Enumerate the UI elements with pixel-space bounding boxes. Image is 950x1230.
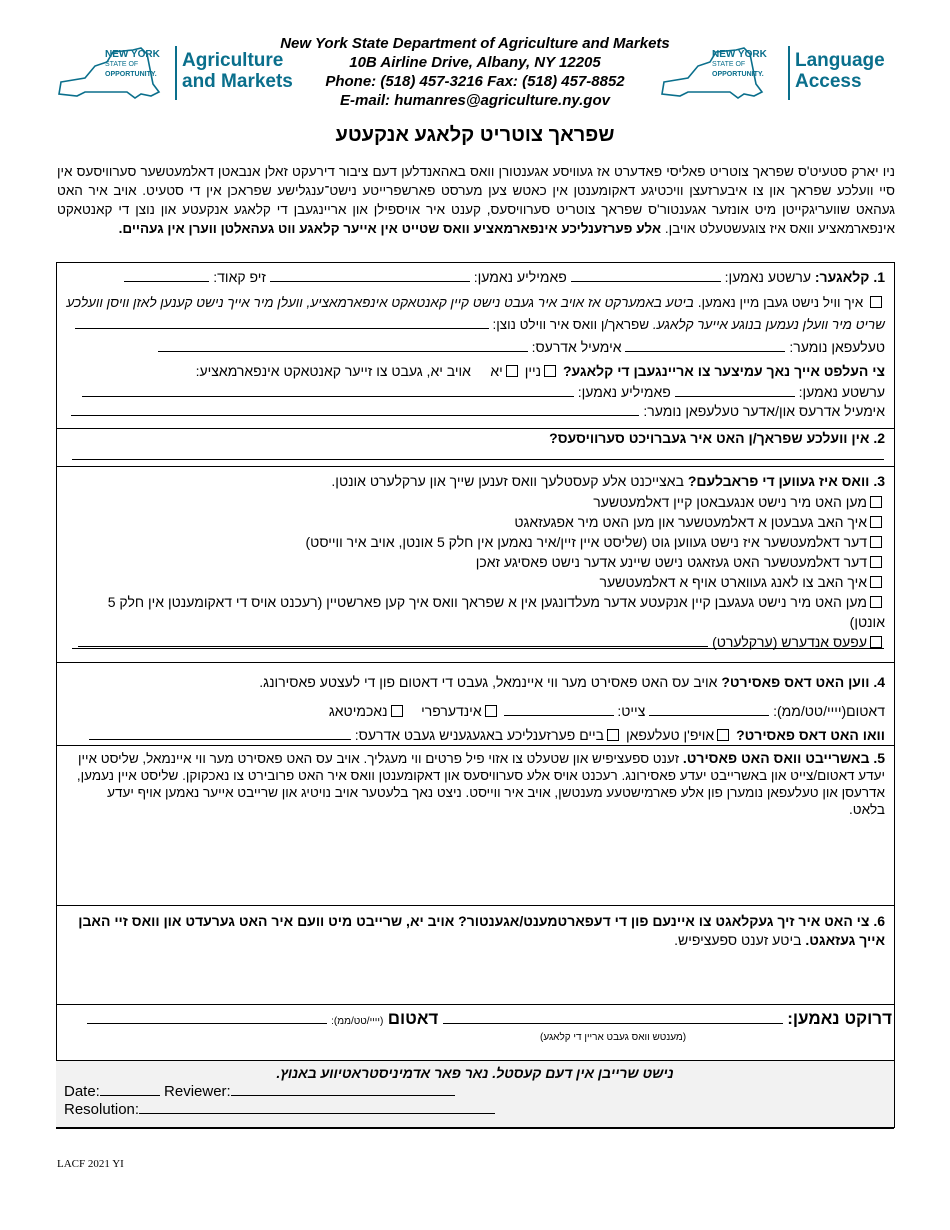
problem-checkbox[interactable] [870,596,882,608]
last-name-field[interactable] [270,268,470,282]
section-1-row-name [70,268,885,285]
admin-date-row [64,1082,455,1100]
ny-logo-line2: STATE OF [105,61,139,68]
phone-field[interactable] [625,338,785,352]
ny-logo-line2: STATE OF [712,61,746,68]
section-6-note: ביטע זענט ספעציפיש. [674,932,802,948]
language-field[interactable] [75,315,489,329]
sign-date-format: (יייי/טט/ממ): [331,1016,384,1027]
section-6-question [70,912,885,950]
admin-reviewer-field[interactable] [231,1082,455,1096]
org-address: 10B Airline Drive, Albany, NY 12205 [349,54,601,71]
print-name-field[interactable] [443,1008,783,1024]
section-4-note: אויב עס האט פאסירט מער ווי איינמאל, געבט די דאטום פון די לעצטע פאסירונג. [259,674,718,690]
problem-option[interactable] [70,592,885,632]
intro-confidential: אלע פערזענליכע אינפארמאציע וואס שטייט אין אייער קלאגע ווט געהאלטן ווערן אין געהיים. [118,221,662,236]
section-2-label: אין וועלכע שפראך/ן האט איר געברויכט סערוויסעס? [549,430,870,446]
problem-option[interactable] [70,532,885,552]
other-explain-field[interactable] [78,633,708,647]
helper-note: אויב יא, געבט צו זייער קאנטאקט אינפארמאציע: [195,363,471,379]
helper-no-checkbox[interactable] [544,365,556,377]
section-1-helper-contact [65,402,885,419]
section-3-number: 3. [873,473,885,489]
visit-address-field[interactable] [89,726,351,740]
section-5-instructions: זענט ספעציפיש און שטעלט צו אזוי פיל פרטים ווי מעגליך. אויב עס האט פאסירט מער ווי איינמאל, שליסט איין יעדע דאטום/צייט און באשרייבט יעדע פאסירונג. רעכנט אויס אלע סערוויסעס און דאקומענטן וואס איר האט פרובירט צו נאכקוקן. שליסט איין נעמען, אדרעסן און טעלעפאן נומערן פון אלע פארמישטעע מענטשן, אויב איר ווייסט. ניצט נאך בלעטער אויב נויטיג און שרייבט אייער נאמען אויף יעדע בלאט. [76,751,885,817]
problem-option-label: איך האב צו לאנג געווארט אויף א דאלמעטשער [599,574,867,590]
incident-time-field[interactable] [504,702,614,716]
section-1-row-contact [65,338,885,355]
section-6-number: 6. [873,913,885,929]
problem-option[interactable] [70,512,885,532]
zip-label: זיפ קאוד: [213,269,266,285]
problem-option[interactable] [70,492,885,512]
anonymous-note: ביטע באמערקט אז אויב איר געבט נישט קיין קאנטאקט אינפארמאציע, וועלן מיר אייך נישט קענען לאזן וויסן וועלכע שריט מיר וועלן נעמען בנוגע אייער קלאגע. [66,295,885,332]
problem-option-label: דער דאלמעטשער האט געזאגט נישט שיינע אדער נישט פאסיגע זאכן [475,554,867,570]
helper-question: צי העלפט אייך נאך עמיצער צו אריינגעבן די קלאגע? [562,363,885,379]
am-label: אינדערפרי [421,703,482,719]
intro-text: ניו יארק סטעיט'ס שפראך צוטריט פאליסי פאדערט אז געוויסע אגענטורן וואס באהאנדלען דעם ציבור דירעקט זאלן אנבאטן דאלמעטשער סערוויסעס אין סיי וועלכע שפראך און צו איבערזעצן וויכטיגע דאקומענטן אין כאטש צען מערסט פארשפרייטע נישט־ענגלישע שפראכן אין די סטעיט. אויב איר האט געהאט שוועריגקייטן מיט אונזער אגענטור'ס שפראך צוטריט סערוויסעס, קענט איר אויספילן און אריינגעבן די קלאגע אנקעטע און נוצן די קאנטאקט אינפארמאציע וואס איז צוגעשטעלט אויבן. [57,164,895,236]
agriculture-logo-line1: Agriculture [182,50,284,71]
helper-no-label: ניין [524,363,542,379]
pm-label: נאכמיטאג [328,703,388,719]
sign-date-label: דאטום [387,1009,439,1028]
phone-checkbox[interactable] [717,729,729,741]
problem-option-label: דער דאלמעטשער איז נישט געווען גוט (שליסט איין זיין/איר נאמען אין חלק 5 אונטן, אויב איר ווייסט) [305,534,867,550]
incident-time-label: צייט: [617,703,646,719]
helper-last-name-label: פאמיליע נאמען: [577,384,671,400]
section-4-datetime [70,702,885,719]
section-1-anonymous [65,292,885,336]
email-field[interactable] [158,338,528,352]
helper-last-name-field[interactable] [82,383,574,397]
admin-resolution-field[interactable] [139,1100,495,1114]
first-name-field[interactable] [571,268,721,282]
problem-checkbox[interactable] [870,516,882,528]
in-person-label: ביים פערזענליכע באגעגעניש געבט אדרעס: [354,727,605,743]
admin-resolution-label: Resolution: [64,1101,140,1118]
problem-checkbox[interactable] [870,536,882,548]
zip-field[interactable] [124,268,209,282]
org-email: E-mail: humanres@agriculture.ny.gov [340,92,610,109]
problem-option-label: מען האט מיר נישט געגעבן קיין אנקעטע אדער מעלדונגען אין א שפראך וואס איך קען פארשטיין (רעכנט אויס די דאקומענטן אין חלק 5 אונטן) [107,594,885,630]
intro-paragraph [57,162,895,238]
phone-option-label: אויפ'ן טעלעפאן [625,727,715,743]
section-3-label: וואס איז געווען די פראבלעם? [687,473,870,489]
problem-option[interactable] [70,572,885,592]
am-checkbox[interactable] [485,705,497,717]
language-access-logo [658,42,898,102]
first-name-label: ערשטע נאמען: [724,269,811,285]
section-2-question [70,430,885,446]
ny-logo-line1: NEW YORK [105,49,160,60]
in-person-checkbox[interactable] [607,729,619,741]
problem-option[interactable] [70,632,885,652]
admin-date-field[interactable] [100,1082,160,1096]
language-access-line2: Access [795,71,862,92]
form-code: LACF 2021 YI [57,1158,124,1170]
org-phone: Phone: (518) 457-3216 Fax: (518) 457-8852 [325,73,625,90]
print-name-label: דרוקט נאמען: [787,1009,892,1028]
prior-complaint-textarea[interactable] [70,954,885,1000]
complainant-label: קלאגער: [814,269,870,285]
section-5-number: 5. [873,750,885,766]
section-3-question [70,473,885,489]
services-language-field[interactable] [72,459,884,460]
anonymous-label: איך וויל נישט געבן מיין נאמען. [697,295,864,310]
helper-yes-label: יא [490,363,503,379]
language-label: שפראך/ן וואס איר ווילט נוצן: [492,317,650,332]
helper-first-name-label: ערשטע נאמען: [798,384,885,400]
org-name: New York State Department of Agriculture and Markets [280,35,670,52]
helper-contact-label: אימעיל אדרעס און/אדער טעלעפאן נומער: [643,403,885,419]
section-4-number: 4. [873,674,885,690]
section-1-number: 1. [873,269,885,285]
helper-first-name-field[interactable] [675,383,795,397]
section-4-question [70,674,885,690]
problem-options [70,492,885,652]
ny-logo-line1: NEW YORK [712,49,767,60]
section-1-helper [60,363,885,379]
helper-contact-field[interactable] [71,402,639,416]
problem-checkbox[interactable] [870,556,882,568]
ny-logo-line3: OPPORTUNITY. [105,71,157,78]
section-4-where [70,726,885,743]
problem-option-label: איך האב געבעטן א דאלמעטשער און מען האט מיר אפגעזאגט [514,514,867,530]
problem-checkbox[interactable] [870,496,882,508]
section-5-label: באשרייבט וואס האט פאסירט. [682,750,870,766]
other-explain-line[interactable] [72,648,884,649]
ny-logo-line3: OPPORTUNITY. [712,71,764,78]
anonymous-checkbox[interactable] [870,296,882,308]
signature-row [65,1008,892,1029]
problem-checkbox[interactable] [870,636,882,648]
section-2-number: 2. [873,430,885,446]
email-label: אימעיל אדרעס: [531,339,622,355]
admin-reviewer-label: Reviewer: [164,1083,231,1100]
where-question: וואו האט דאס פאסירט? [736,727,885,743]
helper-yes-checkbox[interactable] [506,365,518,377]
admin-resolution-row [64,1100,495,1118]
incident-date-field[interactable] [649,702,769,716]
problem-checkbox[interactable] [870,576,882,588]
description-textarea[interactable] [70,804,885,900]
section-1-helper-name [65,383,885,400]
agriculture-logo-line2: and Markets [182,71,293,92]
admin-note: נישט שרייבן אין דעם קעסטל. נאר פאר אדמיניסטראטיווע באנוץ. [276,1065,674,1081]
incident-date-label: דאטום(יייי/טט/ממ): [773,703,885,719]
pm-checkbox[interactable] [391,705,403,717]
signature-note: (מענטש וואס געבט אריין די קלאגע) [540,1032,687,1043]
agriculture-logo [55,42,295,102]
problem-option-label: מען האט מיר נישט אנגעבאטן קיין דאלמעטשער [593,494,867,510]
page-title: שפראך צוטריט קלאגע אנקעטע [335,124,615,146]
problem-option-label: עפעס אנדערש (ערקלערט) [712,634,867,650]
phone-label: טעלעפאן נומער: [789,339,885,355]
last-name-label: פאמיליע נאמען: [473,269,567,285]
problem-option[interactable] [70,552,885,572]
section-6-label: צי האט איר זיך געקלאגט צו איינעם פון די דעפארטמענט/אגענטור? אויב יא, שרייבט מיט וועם איר האט גערעדט און וואס זיי האבן אייך געזאגט. [78,913,885,948]
language-access-line1: Language [795,50,885,71]
admin-date-label: Date: [64,1083,100,1100]
section-4-label: ווען האט דאס פאסירט? [721,674,870,690]
section-3-note: באצייכנט אלע קעסטלעך וואס זענען שייך און ערקלערט אונטן. [331,473,684,489]
sign-date-field[interactable] [87,1008,327,1024]
